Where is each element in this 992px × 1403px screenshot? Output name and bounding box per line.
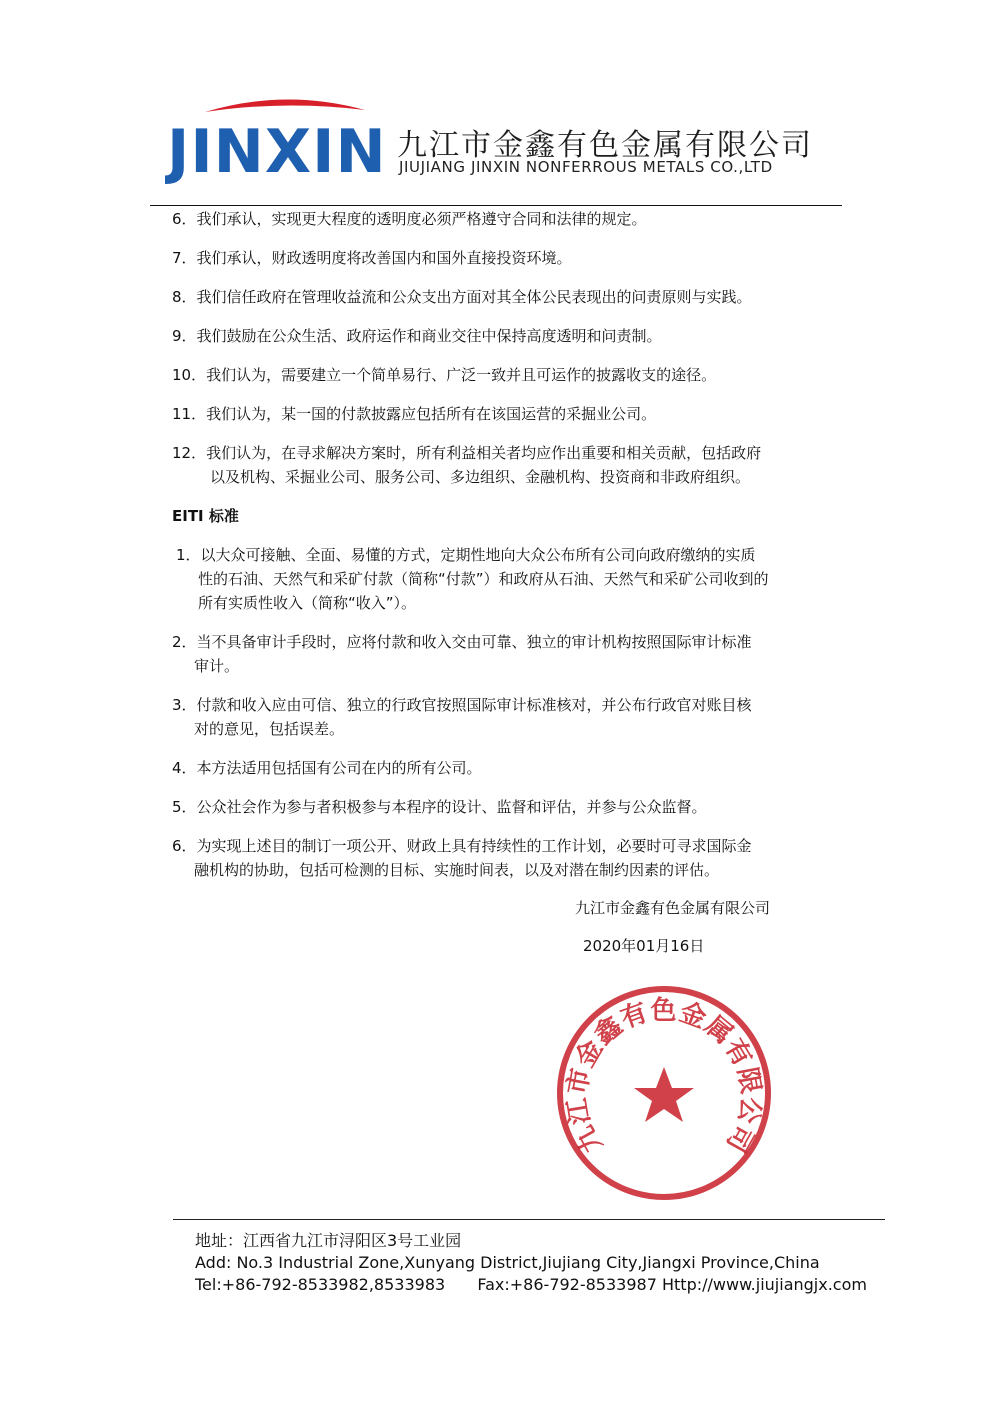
logo-text: JINXIN: [167, 117, 387, 187]
standard-item: 3．付款和收入应由可信、独立的行政官按照国际审计标准核对，并公布行政官对账目核 对的意见，包括误差。: [172, 696, 752, 738]
footer-contact: [195, 1274, 867, 1296]
header-divider: [150, 205, 842, 206]
footer-fax: Fax:+86-792-8533987: [477, 1275, 657, 1294]
principle-item: 8．我们信任政府在管理收益流和公众支出方面对其全体公民表现出的问责原则与实践。: [172, 288, 752, 306]
standard-item: 5．公众社会作为参与者积极参与本程序的设计、监督和评估，并参与公众监督。: [172, 798, 707, 816]
footer-address-cn: 地址：江西省九江市浔阳区3号工业园: [195, 1231, 462, 1250]
company-name-en: JIUJIANG JINXIN NONFERROUS METALS CO.,LTD: [399, 158, 773, 176]
company-seal: [556, 985, 772, 1201]
footer: [195, 1230, 867, 1296]
signature-company: 九江市金鑫有色金属有限公司: [575, 899, 771, 917]
footer-divider: [173, 1219, 885, 1220]
standard-item: 2．当不具备审计手段时，应将付款和收入交由可靠、独立的审计机构按照国际审计标准 审计。: [172, 633, 752, 675]
document-body: [172, 207, 862, 882]
standard-item: 1．以大众可接触、全面、易懂的方式，定期性地向大众公布所有公司向政府缴纳的实质 性的石油、天然气和采矿付款（简称“付款”）和政府从石油、天然气和采矿公司收到的 所有实质性收入（简称“收入”）。: [176, 546, 769, 612]
star-icon: [634, 1067, 694, 1122]
principle-item: 11．我们认为，某一国的付款披露应包括所有在该国运营的采掘业公司。: [172, 405, 657, 423]
standard-item: 6．为实现上述目的制订一项公开、财政上具有持续性的工作计划，必要时可寻求国际金 融机构的协助，包括可检测的目标、实施时间表，以及对潜在制约因素的评估。: [172, 837, 752, 879]
section-title: EITI 标准: [172, 507, 239, 525]
principle-item: 9．我们鼓励在公众生活、政府运作和商业交往中保持高度透明和问责制。: [172, 327, 662, 345]
company-logo: [165, 90, 395, 190]
principle-item: 6．我们承认，实现更大程度的透明度必须严格遵守合同和法律的规定。: [172, 210, 647, 228]
seal-text: 九江市金鑫有色金属有限公司: [562, 995, 766, 1158]
standard-item: 4．本方法适用包括国有公司在内的所有公司。: [172, 759, 482, 777]
footer-address-en: Add: No.3 Industrial Zone,Xunyang District,Jiujiang City,Jiangxi Province,China: [195, 1253, 820, 1272]
footer-web[interactable]: Http://www.jiujiangjx.com: [661, 1275, 867, 1294]
principle-item: 7．我们承认，财政透明度将改善国内和国外直接投资环境。: [172, 249, 572, 267]
letterhead: [165, 90, 845, 190]
signature-date: 2020年01月16日: [583, 937, 705, 955]
principle-item: 12．我们认为，在寻求解决方案时，所有利益相关者均应作出重要和相关贡献，包括政府 以及机构、采掘业公司、服务公司、多边组织、金融机构、投资商和非政府组织。: [172, 444, 762, 486]
principle-item: 10．我们认为，需要建立一个简单易行、广泛一致并且可运作的披露收支的途径。: [172, 366, 717, 384]
footer-tel: Tel:+86-792-8533982,8533983: [195, 1275, 446, 1294]
company-name-cn: 九江市金鑫有色金属有限公司: [397, 128, 813, 163]
